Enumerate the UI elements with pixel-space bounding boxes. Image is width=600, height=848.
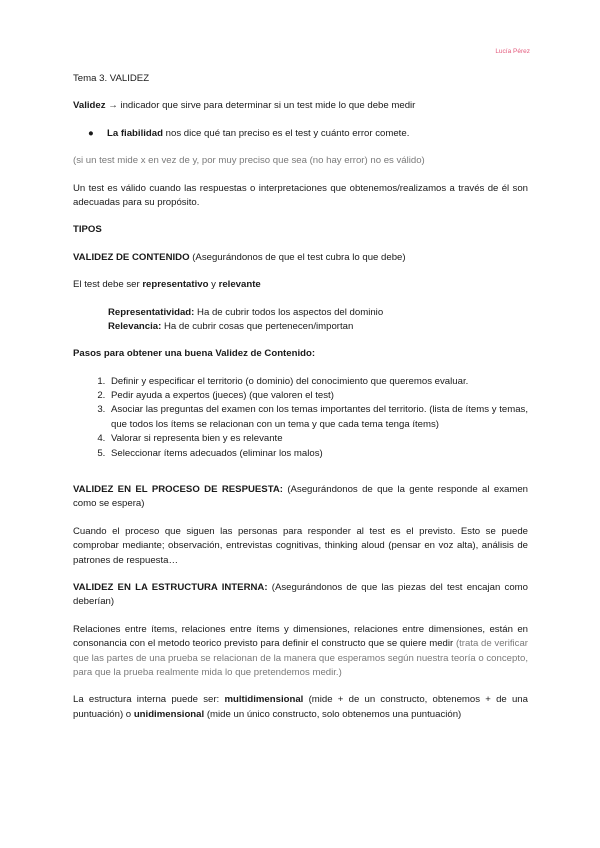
types-heading: TIPOS bbox=[73, 224, 102, 236]
intro-prefix: El test debe ser bbox=[73, 279, 143, 291]
content-validity-subtitle: (Asegurándonos de que el test cubra lo que debe) bbox=[189, 251, 406, 263]
internal-structure-text bbox=[73, 623, 528, 681]
relevance-text: Ha de cubrir cosas que pertenecen/importan bbox=[161, 320, 354, 332]
reliability-text: nos dice qué tan preciso es el test y cuánto error comete. bbox=[162, 127, 410, 139]
author-name: Lucía Pérez bbox=[495, 48, 530, 55]
steps-list bbox=[73, 375, 528, 461]
multidimensional-term: multidimensional bbox=[224, 694, 304, 706]
unidimensional-text: (mide un único constructo, solo obtenemos una puntuación) bbox=[204, 708, 462, 720]
content-validity-heading bbox=[73, 251, 528, 265]
internal-structure-title: VALIDEZ EN LA ESTRUCTURA INTERNA: bbox=[73, 581, 268, 593]
list-item: 1. Definir y especificar el territorio (o dominio) del conocimiento que queremos evaluar. bbox=[108, 375, 528, 389]
list-item: 3. Asociar las preguntas del examen con los temas importantes del territorio. (lista de ítems y temas, que todos los ítems se relacionan con un tema y que cada tema tenga ítems) bbox=[108, 403, 528, 432]
document-body bbox=[73, 72, 528, 722]
valid-statement: Un test es válido cuando las respuestas o interpretaciones que obtenemos/realizamos a través de él son adecuadas para su propósito. bbox=[73, 182, 528, 208]
relevant-term: relevante bbox=[218, 279, 261, 291]
internal-structure-subtitle: (Asegurándonos de que las piezas del test encajan como deberían) bbox=[73, 581, 528, 608]
response-process-text: Cuando el proceso que siguen las personas para responder al test es el previsto. Esto se puede comprobar mediante; observación, entrevistas cognitivas, thinking aloud (pensar en voz alta), análisis de patrones de respuesta… bbox=[73, 525, 528, 566]
types-prefix: La estructura interna puede ser: bbox=[73, 694, 225, 706]
reliability-term: La fiabilidad bbox=[107, 127, 163, 139]
list-item: 5. Seleccionar ítems adecuados (eliminar los malos) bbox=[108, 447, 528, 461]
representativity-term: Representatividad: bbox=[108, 306, 195, 318]
unidimensional-term: unidimensional bbox=[133, 708, 205, 720]
content-validity-title: VALIDEZ DE CONTENIDO bbox=[73, 251, 190, 263]
validity-term: Validez bbox=[73, 100, 106, 112]
validity-definition-text: indicador que sirve para determinar si un test mide lo que debe medir bbox=[120, 100, 416, 112]
document-title: Tema 3. VALIDEZ bbox=[73, 73, 150, 84]
representative-term: representativo bbox=[142, 279, 209, 291]
validity-definition bbox=[73, 99, 528, 113]
steps-heading: Pasos para obtener una buena Validez de Contenido: bbox=[73, 348, 316, 360]
content-validity-criteria bbox=[73, 306, 528, 335]
representativity-text: Ha de cubrir todos los aspectos del dominio bbox=[194, 306, 384, 318]
internal-structure-heading bbox=[73, 581, 528, 610]
intro-mid: y bbox=[208, 279, 219, 291]
internal-structure-body: Relaciones entre ítems, relaciones entre ítems y dimensiones, relaciones entre dimensiones, están en consonancia con el metodo teorico previsto para definir el constructo que se quiere medir bbox=[73, 623, 528, 650]
response-process-heading bbox=[73, 483, 528, 512]
list-item: 2. Pedir ayuda a expertos (jueces) (que valoren el test) bbox=[108, 389, 528, 403]
internal-structure-types bbox=[73, 693, 528, 722]
multidimensional-text: (mide + de un constructo, obtenemos + de una puntuación) o bbox=[73, 694, 528, 720]
relevance-line bbox=[108, 320, 528, 334]
list-item: 4. Valorar si representa bien y es relevante bbox=[108, 432, 528, 446]
validity-note: (si un test mide x en vez de y, por muy preciso que sea (no hay error) no es válido) bbox=[73, 155, 425, 167]
relevance-term: Relevancia: bbox=[108, 320, 162, 332]
representativity-line bbox=[108, 306, 528, 320]
arrow: → bbox=[105, 100, 121, 112]
internal-structure-note: (trata de verificar que las partes de una prueba se relacionan de la manera que esperamos según nuestra teoría o concepto, para que la prueba realmente mida lo que pretendemos medir.) bbox=[73, 638, 528, 678]
bullet-marker: ● bbox=[88, 127, 94, 139]
reliability-bullet bbox=[73, 127, 528, 141]
response-process-title: VALIDEZ EN EL PROCESO DE RESPUESTA: bbox=[73, 484, 283, 496]
response-process-subtitle: (Asegurándonos de que la gente responde al examen como se espera) bbox=[73, 484, 528, 510]
content-validity-intro bbox=[73, 278, 528, 292]
